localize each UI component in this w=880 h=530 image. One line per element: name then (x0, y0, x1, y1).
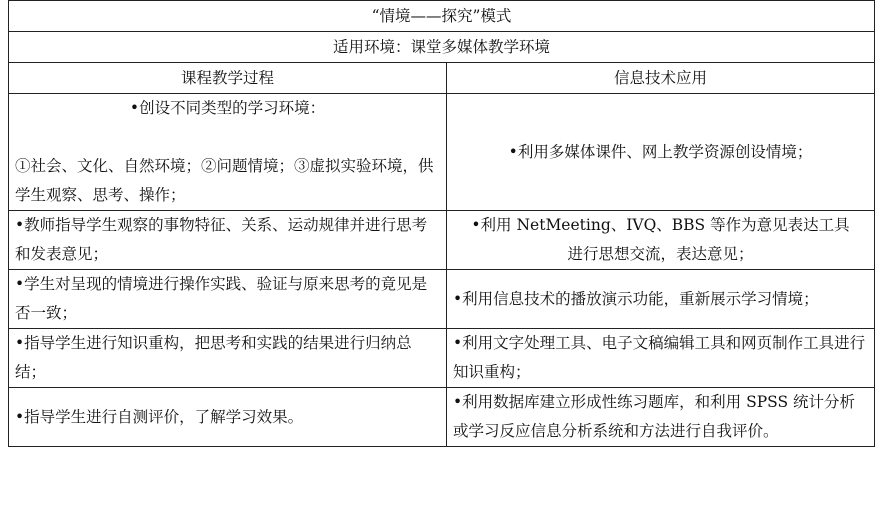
teaching-process-cell (9, 211, 447, 270)
it-application-cell (447, 94, 875, 211)
table-row (9, 211, 875, 270)
table-row (9, 270, 875, 329)
column-header-it-application: 信息技术应用 (447, 63, 875, 94)
cell-line: 进行思想交流，表达意见； (567, 245, 754, 263)
it-application-cell (447, 329, 875, 388)
cell-line: •利用数据库建立形成性练习题库，和利用 SPSS 统计分析或学习反应信息分析系统和方法进行自我评价。 (453, 393, 856, 440)
environment-row (9, 32, 875, 63)
teaching-process-cell (9, 329, 447, 388)
cell-line: •创设不同类型的学习环境： (129, 99, 326, 117)
environment-label: 适用环境：课堂多媒体教学环境 (9, 32, 875, 63)
it-application-cell (447, 211, 875, 270)
table-row (9, 94, 875, 211)
cell-line: •学生对呈现的情境进行操作实践、验证与原来思考的竟见是否一致； (15, 275, 428, 322)
cell-line: •利用信息技术的播放演示功能，重新展示学习情境； (453, 289, 819, 308)
teaching-process-cell (9, 94, 447, 211)
header-row (9, 63, 875, 94)
column-header-teaching-process: 课程教学过程 (9, 63, 447, 94)
cell-line: •指导学生进行知识重构，把思考和实践的结果进行归纳总结； (15, 334, 412, 381)
cell-line: •利用文字处理工具、电子文稿编辑工具和网页制作工具进行知识重构； (453, 334, 866, 381)
cell-line: •指导学生进行自测评价，了解学习效果。 (15, 407, 304, 426)
document-page (8, 0, 874, 447)
it-application-cell (447, 388, 875, 447)
table-row (9, 329, 875, 388)
cell-line: ①社会、文化、自然环境；②问题情境；③虚拟实验环境，供学生观察、思考、操作； (15, 157, 434, 204)
mode-table (8, 0, 875, 447)
cell-line: •利用 NetMeeting、IVQ、BBS 等作为意见表达工具 (471, 216, 850, 234)
table-row (9, 388, 875, 447)
cell-spacer (15, 123, 440, 152)
table-title: “情境——探究”模式 (9, 1, 875, 32)
cell-line: •教师指导学生观察的事物特征、关系、运动规律并进行思考和发表意见； (15, 216, 428, 263)
title-row (9, 1, 875, 32)
cell-line: •利用多媒体课件、网上教学资源创设情境； (508, 142, 813, 161)
teaching-process-cell (9, 388, 447, 447)
it-application-cell (447, 270, 875, 329)
teaching-process-cell (9, 270, 447, 329)
